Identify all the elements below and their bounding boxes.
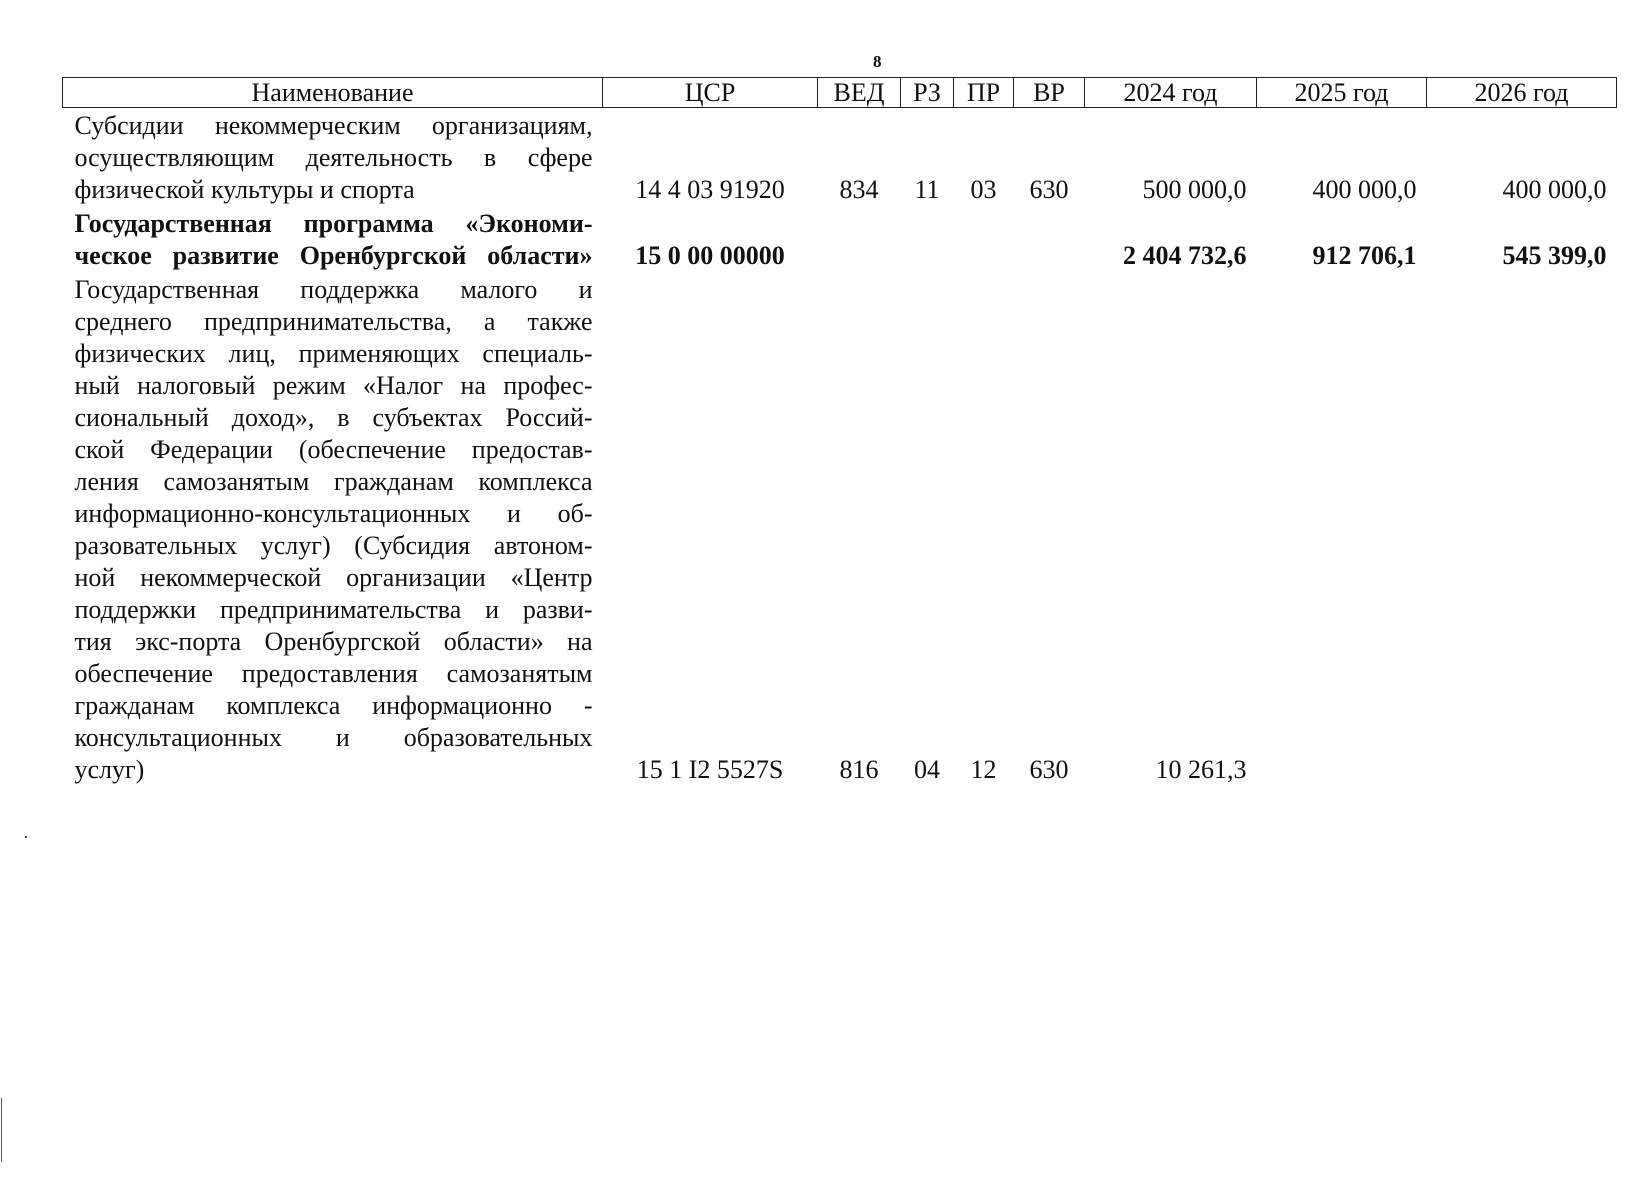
row-rz: 04 [914, 755, 940, 784]
row-name-line: консультационных и образовательных [74, 723, 593, 752]
header-pr: ПР [954, 78, 1014, 108]
row-csr: 15 1 I2 5527S [636, 755, 784, 784]
row-2024: 500 000,0 [1142, 175, 1247, 204]
table-row [63, 108, 1617, 207]
row-csr: 14 4 03 91920 [635, 175, 785, 204]
row-name-line: Государственная программа «Экономи- [74, 209, 593, 238]
row-name [63, 272, 603, 786]
row-vr: 630 [1029, 175, 1069, 204]
header-vr: ВР [1014, 78, 1085, 108]
row-name-line: поддержки предпринимательства и разви- [74, 595, 593, 624]
row-2026: 400 000,0 [1502, 175, 1607, 204]
row-pr: 12 [970, 755, 997, 784]
row-pr [954, 206, 1014, 272]
scan-artifact-line [1, 1098, 2, 1162]
row-name-line: Субсидии некоммерческим организациям, [74, 111, 593, 140]
row-name [63, 206, 603, 272]
row-csr: 15 0 00 00000 [635, 241, 785, 270]
row-name-line: гражданам комплекса информационно - [74, 691, 593, 720]
row-2024: 2 404 732,6 [1123, 241, 1247, 270]
row-pr: 03 [970, 175, 997, 204]
row-vr: 630 [1029, 755, 1069, 784]
row-2025 [1257, 272, 1427, 786]
row-name-line: тия экс-порта Оренбургской области» на [74, 627, 593, 656]
row-name-line: осуществляющим деятельность в сфере [74, 143, 593, 172]
header-2026: 2026 год [1427, 78, 1617, 108]
row-name-line: обеспечение предоставления самозанятым [74, 659, 593, 688]
scan-artifact-dot [25, 836, 27, 838]
row-name-line: ления самозанятым гражданам комплекса [74, 467, 593, 496]
row-name-line: ской Федерации (обеспечение предостав- [74, 435, 593, 464]
row-name-line: ный налоговый режим «Налог на профес- [74, 371, 593, 400]
row-name-line: физической культуры и спорта [74, 175, 415, 204]
row-name-line: ной некоммерческой организации «Центр [74, 563, 593, 592]
row-name-line: Государственная поддержка малого и [74, 275, 593, 304]
row-2026: 545 399,0 [1502, 241, 1607, 270]
header-rz: РЗ [901, 78, 954, 108]
row-name-line: ческое развитие Оренбургской области» [74, 241, 593, 270]
row-2024: 10 261,3 [1155, 755, 1247, 784]
row-2026 [1427, 272, 1617, 786]
header-csr: ЦСР [603, 78, 818, 108]
row-rz [901, 206, 954, 272]
row-2025: 400 000,0 [1312, 175, 1417, 204]
row-rz: 11 [914, 175, 940, 204]
page-number: 8 [873, 52, 882, 71]
row-name-line: услуг) [74, 755, 145, 784]
row-name [63, 108, 603, 207]
row-vr [1014, 206, 1085, 272]
budget-table [62, 77, 1617, 786]
table-header-row [63, 78, 1617, 108]
header-2025: 2025 год [1257, 78, 1427, 108]
row-name-line: физических лиц, применяющих специаль- [74, 339, 593, 368]
header-2024: 2024 год [1085, 78, 1257, 108]
table-row [63, 272, 1617, 786]
row-ved [818, 206, 901, 272]
row-name-line: сиональный доход», в субъектах Россий- [74, 403, 593, 432]
row-2025: 912 706,1 [1312, 241, 1417, 270]
row-ved: 834 [839, 175, 879, 204]
header-name: Наименование [63, 78, 603, 108]
row-name-line: информационно-консультационных и об- [74, 499, 593, 528]
row-ved: 816 [839, 755, 879, 784]
table-row [63, 206, 1617, 272]
row-name-line: среднего предпринимательства, а также [74, 307, 593, 336]
row-name-line: разовательных услуг) (Субсидия автоном- [74, 531, 593, 560]
header-ved: ВЕД [818, 78, 901, 108]
